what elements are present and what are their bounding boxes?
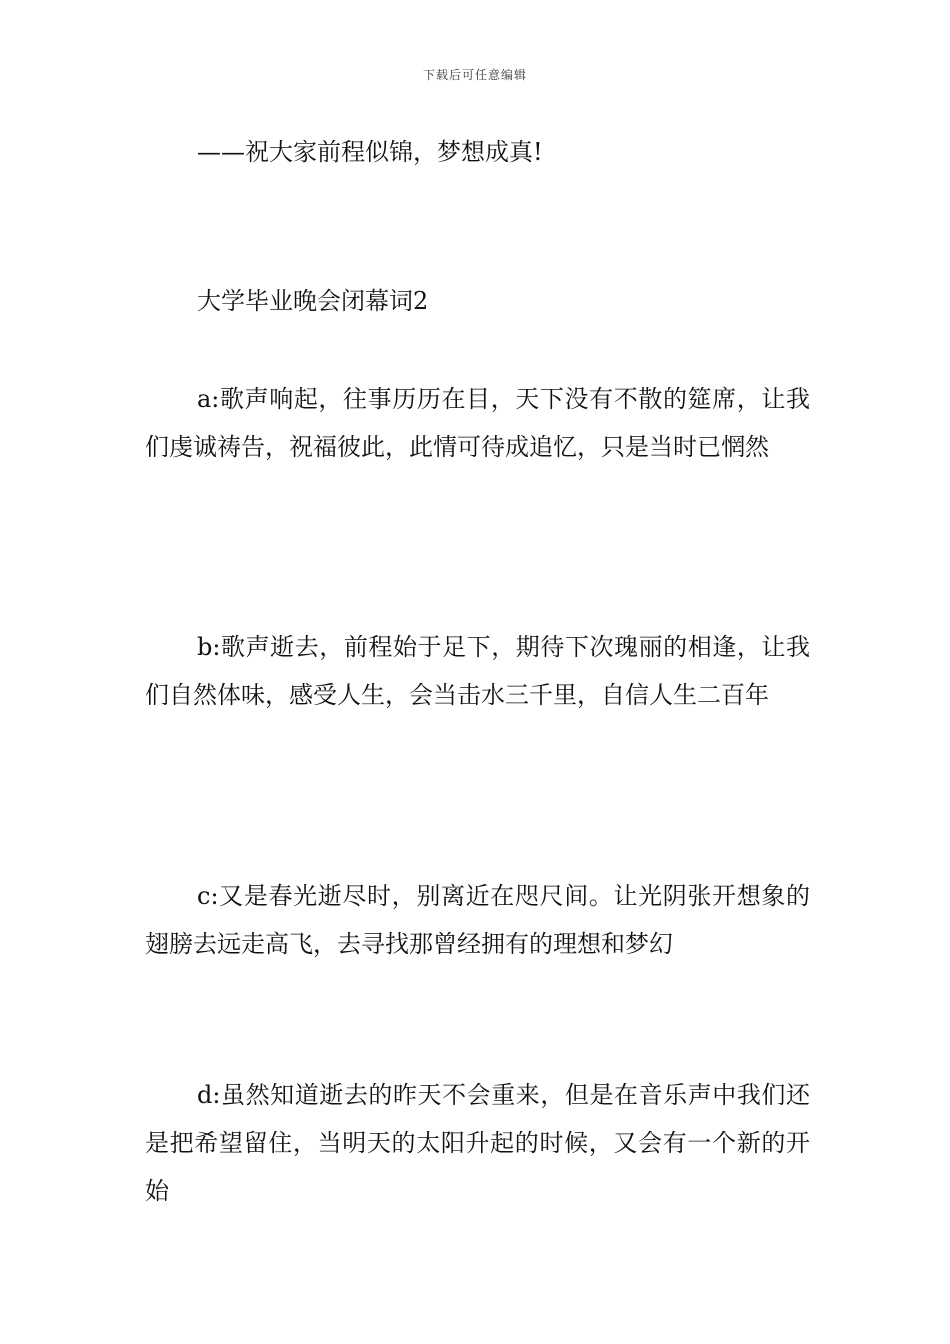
closing-line: ——祝大家前程似锦，梦想成真! <box>197 138 543 166</box>
paragraph-d: d:虽然知道逝去的昨天不会重来，但是在音乐声中我们还是把希望留住，当明天的太阳升起的时候，又会有一个新的开始 <box>145 1081 810 1205</box>
paragraph-b: b:歌声逝去，前程始于足下，期待下次瑰丽的相逢，让我们自然体味，感受人生，会当击水三千里，自信人生二百年 <box>145 633 810 709</box>
section-title: 大学毕业晚会闭幕词2 <box>197 287 429 315</box>
paragraph-c: c:又是春光逝尽时，别离近在咫尺间。让光阴张开想象的翅膀去远走高飞，去寻找那曾经拥有的理想和梦幻 <box>145 882 810 958</box>
paragraph-a: a:歌声响起，往事历历在目，天下没有不散的筵席，让我们虔诚祷告，祝福彼此，此情可待成追忆，只是当时已惘然 <box>145 385 810 461</box>
header-note: 下载后可任意编辑 <box>422 68 527 82</box>
